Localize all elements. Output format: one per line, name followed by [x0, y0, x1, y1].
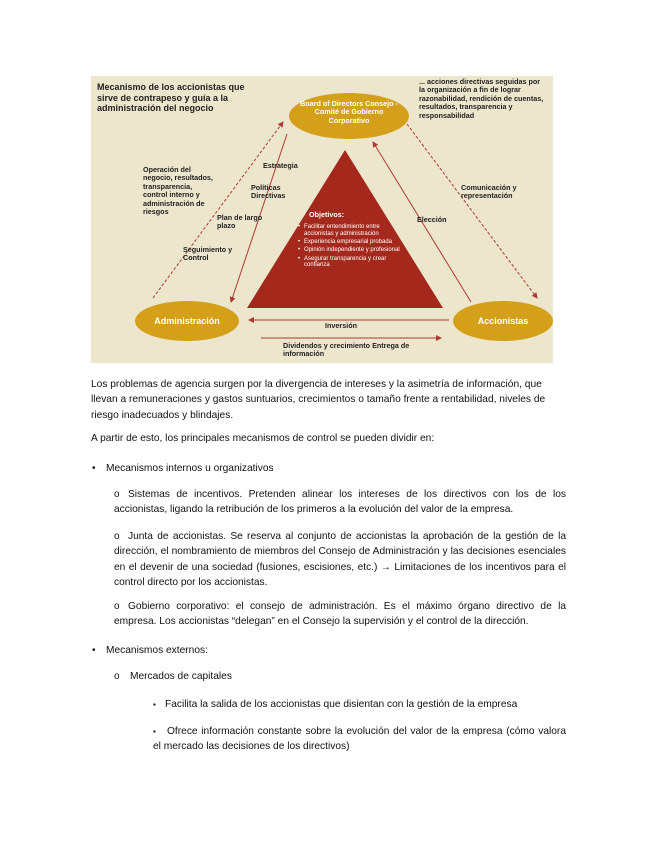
top-right-note: ... acciones directivas seguidas por la organización a fin de lograr razonabilidad, rendición de cuentas, resultados, transparencia y responsabilidad	[419, 77, 544, 120]
capital-item-salida: Facilita la salida de los accionistas que disientan con la gestión de la empresa	[165, 699, 518, 710]
capital-item-informacion: Ofrece información constante sobre la evolución del valor de la empresa (cómo valora el mercado las decisiones de los directivos)	[153, 726, 566, 753]
external-title: Mecanismos externos:	[106, 645, 208, 656]
board-node-label: Board of Directors Consejo - Comité de Gobierno Corporativo	[300, 99, 398, 125]
estrategia-label: Estrategia	[263, 161, 298, 170]
plan-label: Plan de largo plazo	[217, 213, 263, 231]
objective-item: • Experiencia empresarial probada	[304, 239, 404, 246]
dividendos-label: Dividendos y crecimiento Entrega de información	[283, 341, 410, 359]
admin-node-label: Administración	[154, 316, 220, 326]
objective-item: • Asegurar transparencia y crear confianza	[304, 256, 404, 270]
square-mark-salida: ▪	[153, 700, 156, 709]
circle-mark-capital: o	[114, 671, 120, 682]
objectives-title: Objetivos:	[309, 210, 345, 219]
incentives-item: Sistemas de incentivos. Pretenden alinear los intereses de los directivos con los de los accionistas, ligando la retribución de los primeros a la evolución del valor de la empresa.	[114, 489, 566, 516]
arrow-board-to-shareholders	[407, 124, 537, 298]
diagram-title: Mecanismo de los accionistas que sirve de contrapeso y guía a la administración del negocio	[97, 82, 245, 113]
shareholders-node-label: Accionistas	[477, 316, 529, 326]
internal-title: Mecanismos internos u organizativos	[106, 463, 274, 474]
objectives-list	[297, 224, 404, 271]
objective-item: • Facilitar entendimiento entre accionistas y administración	[304, 224, 404, 238]
gobierno-item: Gobierno corporativo: el consejo de administración. Es el máximo órgano directivo de la empresa. Los accionistas “delegan” en el Consejo la supervisión y el control de la dirección.	[114, 601, 566, 628]
inversion-label: Inversión	[325, 321, 357, 330]
circle-mark-junta: o	[114, 531, 120, 542]
capital-markets-title: Mercados de capitales	[130, 671, 232, 682]
comunicacion-label: Comunicación y representación	[461, 183, 517, 201]
division-paragraph: A partir de esto, los principales mecanismos de control se pueden dividir en:	[91, 433, 435, 444]
junta-item: Junta de accionistas. Se reserva al conjunto de accionistas la aprobación de la gestión de la dirección, el nombramiento de miembros del Consejo de Administración y las decisiones esenciales en el devenir de una sociedad (fusiones, escisiones, etc.) → Limitaciones de los incentivos para el control directo por los accionistas.	[114, 531, 566, 588]
square-mark-informacion: ▪	[153, 727, 156, 736]
circle-mark-gobierno: o	[114, 601, 120, 612]
operation-label: Operación del negocio, resultados, transparencia, control interno y administración de riesgos	[143, 165, 213, 217]
eleccion-label: Elección	[417, 215, 447, 224]
intro-paragraph: Los problemas de agencia surgen por la divergencia de intereses y la asimetría de información, que llevan a remuneraciones y gastos suntuarios, crecimientos o tamaño frente a rentabilidad, niveles de riesgo inadecuados y blindajes.	[91, 379, 546, 421]
governance-diagram	[91, 76, 553, 363]
bullet-internal: •	[92, 463, 96, 474]
bullet-external: •	[92, 645, 96, 656]
objective-item: • Opinión independiente y profesional	[304, 247, 404, 254]
seguimiento-label: Seguimiento y Control	[183, 245, 233, 263]
circle-mark-incentives: o	[114, 489, 120, 500]
politicas-label: Políticas Directivas	[251, 183, 286, 201]
